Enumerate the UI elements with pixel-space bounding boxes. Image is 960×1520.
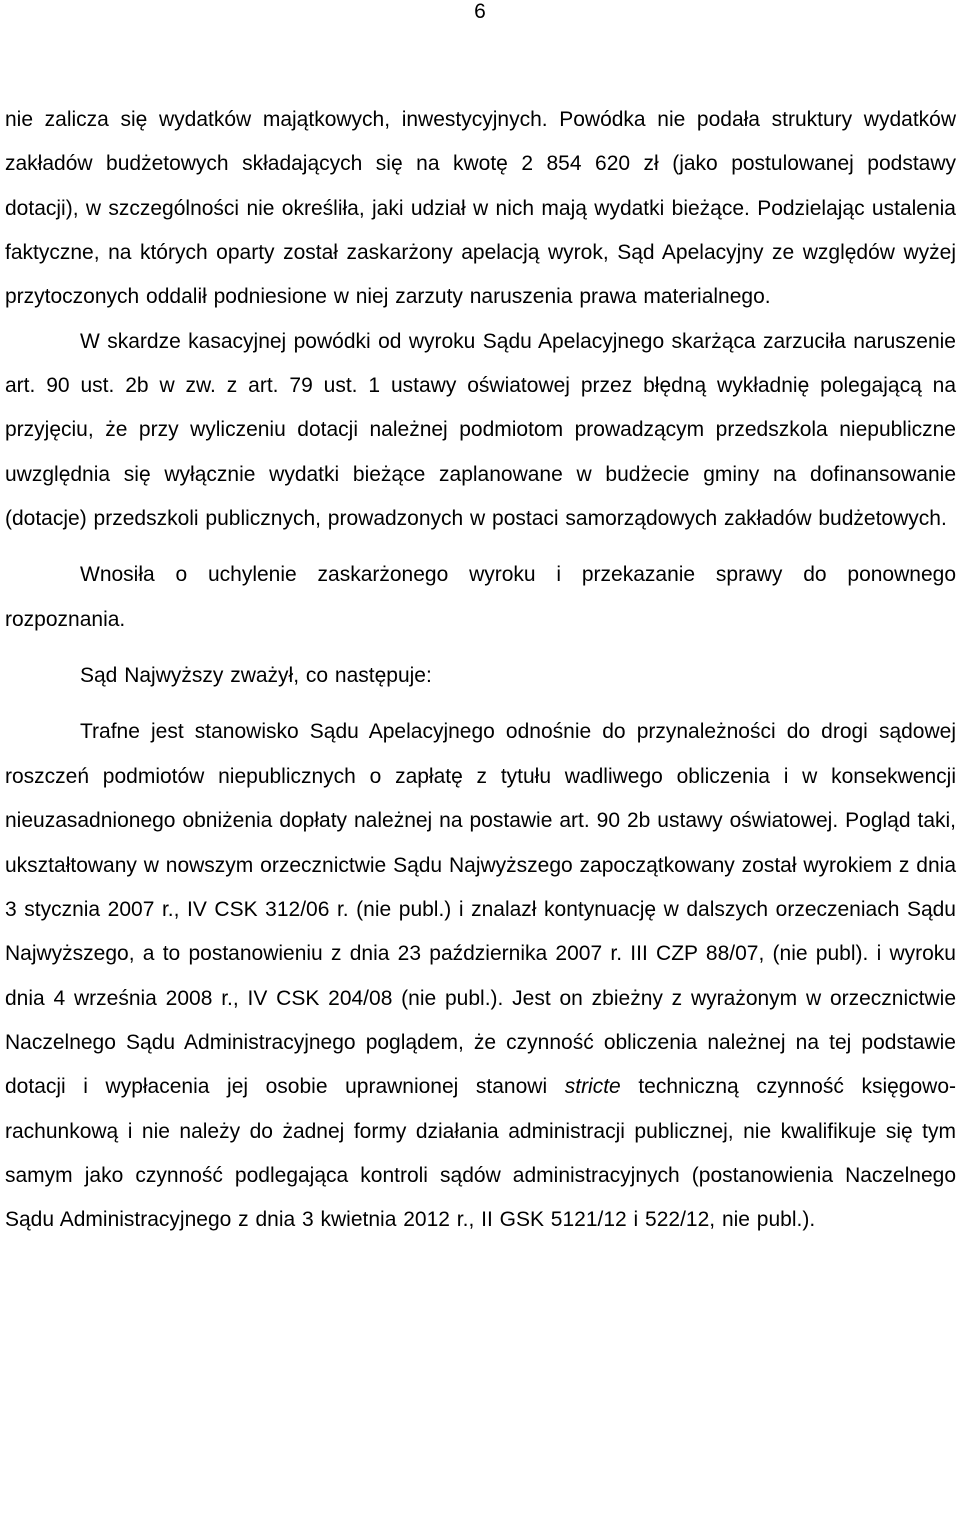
- section-heading: Sąd Najwyższy zważył, co następuje:: [80, 664, 432, 688]
- paragraph-3: Wnosiła o uchylenie zaskarżonego wyroku i przekazanie sprawy do ponownego rozpoznania.: [5, 563, 956, 631]
- paragraph-5-part-2: techniczną czynność księgowo-rachunkową i nie należy do żadnej formy działania administracji publicznej, nie kwalifikuje się tym samym jako czynność podlegająca kontroli sądów administracyjnych (postanowienia Naczelnego Sądu Administracyjnego z dnia 3 kwietnia 2012 r., II GSK 5121/12 i 522/12, nie publ.).: [5, 1075, 956, 1232]
- paragraph-5-part-1: Trafne jest stanowisko Sądu Apelacyjnego odnośnie do przynależności do drogi sądowej roszczeń podmiotów niepublicznych o zapłatę z tytułu wadliwego obliczenia i w konsekwencji nieuzasadnionego obniżenia dopłaty należnej na postawie art. 90 2b ustawy oświatowej. Pogląd taki, ukształtowany w nowszym orzecznictwie Sądu Najwyższego zapoczątkowany został wyrokiem z dnia 3 stycznia 2007 r., IV CSK 312/06 r. (nie publ.) i znalazł kontynuację w dalszych orzeczeniach Sądu Najwyższego, a to postanowieniu z dnia 23 października 2007 r. III CZP 88/07, (nie publ). i wyroku dnia 4 września 2008 r., IV CSK 204/08 (nie publ.). Jest on zbieżny z wyrażonym w orzecznictwie Naczelnego Sądu Administracyjnego poglądem, że czynność obliczenia należnej na tej podstawie dotacji i wypłacenia jej osobie uprawnionej stanowi: [5, 720, 956, 1099]
- document-body: [5, 98, 956, 1243]
- page-number: 6: [474, 0, 486, 23]
- paragraph-1: nie zalicza się wydatków majątkowych, inwestycyjnych. Powódka nie podała struktury wydatków zakładów budżetowych składających się na kwotę 2 854 620 zł (jako postulowanej podstawy dotacji), w szczególności nie określiła, jaki udział w nich mają wydatki bieżące. Podzielając ustalenia faktyczne, na których oparty został zaskarżony apelacją wyrok, Sąd Apelacyjny ze względów wyżej przytoczonych oddalił podniesione w niej zarzuty naruszenia prawa materialnego.: [5, 108, 956, 309]
- paragraph-2: W skardze kasacyjnej powódki od wyroku Sądu Apelacyjnego skarżąca zarzuciła naruszenie art. 90 ust. 2b w zw. z art. 79 ust. 1 ustawy oświatowej przez błędną wykładnię polegającą na przyjęciu, że przy wyliczeniu dotacji należnej podmiotom prowadzącym przedszkola niepubliczne uwzględnia się wyłącznie wydatki bieżące zaplanowane w budżecie gminy na dofinansowanie (dotacje) przedszkoli publicznych, prowadzonych w postaci samorządowych zakładów budżetowych.: [5, 329, 956, 531]
- paragraph-5-italic-term: stricte: [564, 1075, 621, 1099]
- paragraph-5: [5, 710, 956, 1242]
